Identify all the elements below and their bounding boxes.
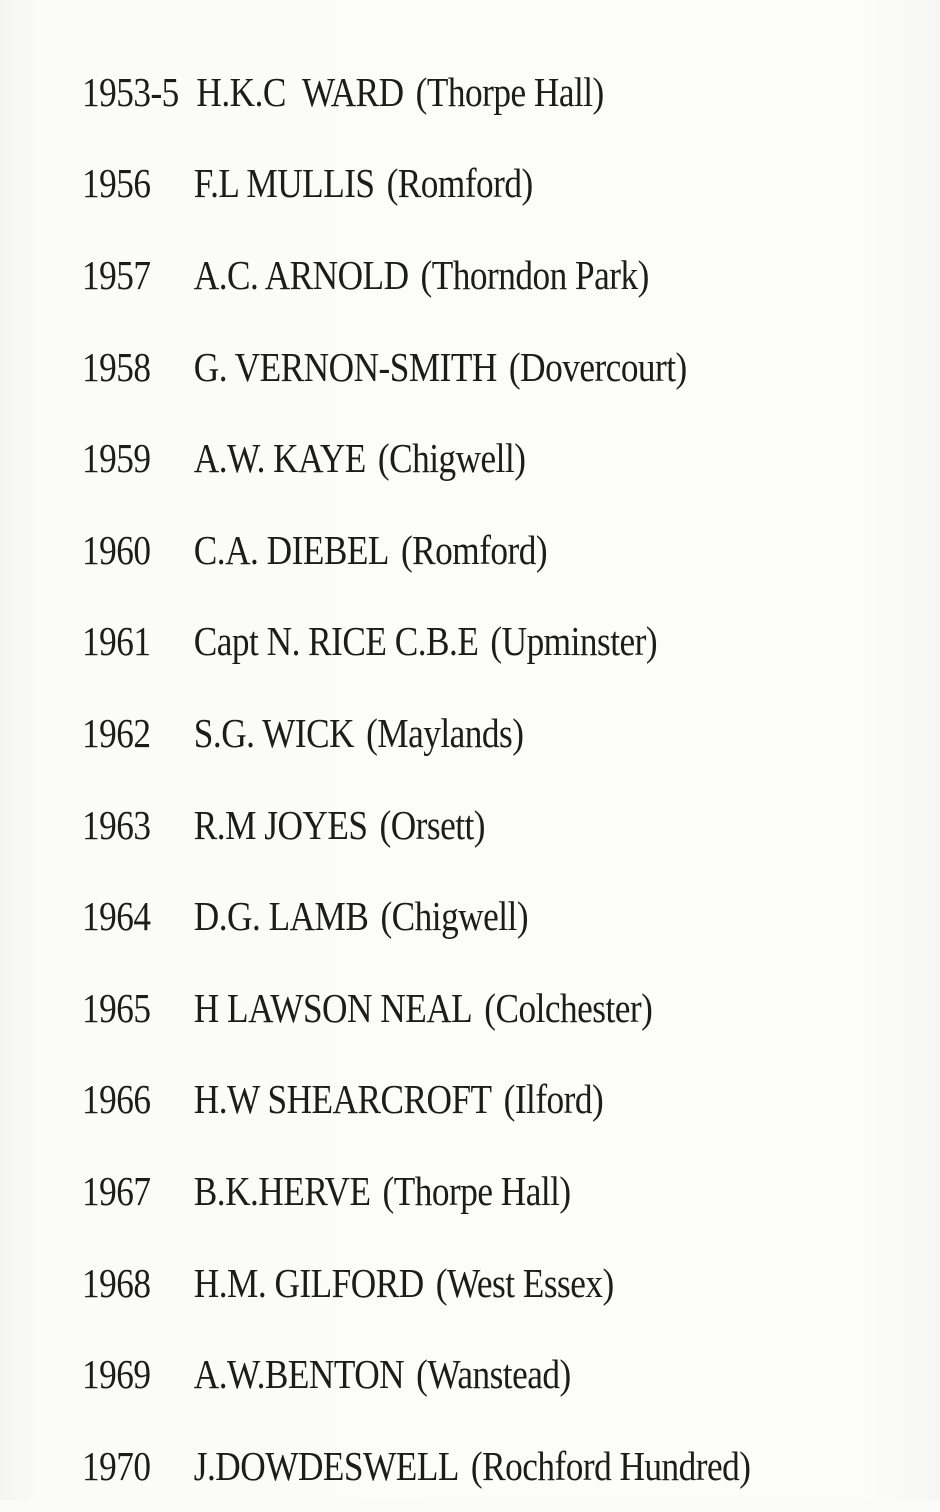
entry-name: A.W.BENTON [193,1351,405,1398]
entry-club: (Colchester) [484,984,653,1031]
entry-club: (Romford) [400,526,548,573]
entry-name: D.G. LAMB [193,893,369,940]
entry-name: G. VERNON-SMITH [193,343,497,390]
list-item [82,321,804,413]
entry-year: 1956 [82,160,151,207]
entry-year: 1964 [82,893,151,940]
list-item [82,962,804,1054]
entry-club: (Thorndon Park) [420,251,649,298]
entry-club: (Chigwell) [380,893,529,940]
list-item [82,504,804,596]
entry-year: 1959 [82,435,151,482]
entry-year: 1967 [82,1167,151,1214]
entry-name: H LAWSON NEAL [193,984,473,1031]
entry-name: Capt N. RICE C.B.E [193,618,479,665]
entry-name: F.L MULLIS [193,160,375,207]
entry-year: 1953-5 [82,68,179,115]
list-item [82,596,804,688]
entry-club: (Rochford Hundred) [470,1442,751,1489]
entry-club: (Chigwell) [377,435,526,482]
entry-year: 1968 [82,1259,151,1306]
list-item [82,1237,804,1329]
list-item [82,687,804,779]
entry-club: (Dovercourt) [508,343,687,390]
entry-name: C.A. DIEBEL [193,526,389,573]
entry-club: (Ilford) [503,1076,604,1123]
entry-club: (Wanstead) [416,1351,571,1398]
entry-year: 1957 [82,251,151,298]
entry-club: (Thorpe Hall) [382,1167,571,1214]
entry-club: (West Essex) [435,1259,614,1306]
roll-of-honour-list [82,46,922,1512]
entry-club: (Romford) [386,160,533,207]
entry-name: H.W SHEARCROFT [193,1076,492,1123]
entry-year: 1970 [82,1442,151,1489]
entry-year: 1961 [82,618,151,665]
list-item [82,1328,804,1420]
entry-year: 1965 [82,984,151,1031]
entry-name: A.C. ARNOLD [193,251,409,298]
list-item [82,779,804,871]
entry-year: 1966 [82,1076,151,1123]
entry-year: 1960 [82,526,151,573]
entry-name: J.DOWDESWELL [193,1442,459,1489]
entry-club: (Thorpe Hall) [415,68,604,115]
list-item [82,1420,804,1512]
entry-year: 1963 [82,801,151,848]
list-item [82,1054,804,1146]
list-item [82,412,804,504]
entry-name: H.M. GILFORD [193,1259,424,1306]
entry-name: B.K.HERVE [193,1167,371,1214]
entry-club: (Maylands) [366,709,524,756]
list-item [82,1145,804,1237]
list-item [82,46,804,138]
list-item [82,870,804,962]
entry-year: 1958 [82,343,151,390]
entry-name: R.M JOYES [193,801,368,848]
entry-name: H.K.C WARD [196,68,404,115]
entry-year: 1969 [82,1351,151,1398]
entry-name: A.W. KAYE [193,435,366,482]
list-item [82,138,804,230]
entry-club: (Orsett) [379,801,486,848]
entry-name: S.G. WICK [193,709,355,756]
entry-year: 1962 [82,709,151,756]
list-item [82,229,804,321]
entry-club: (Upminster) [490,618,658,665]
